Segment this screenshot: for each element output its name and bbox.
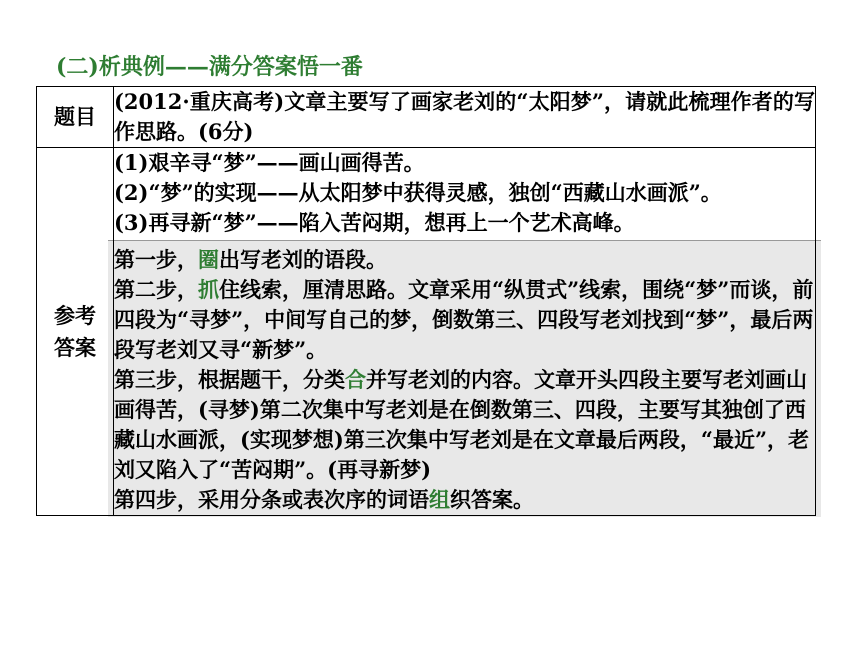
section-title: (二)析典例——满分答案悟一番 — [56, 54, 363, 80]
answer-point: (2)“梦”的实现——从太阳梦中获得灵感，独创“西藏山水画派”。 — [114, 180, 722, 205]
step-item: 第二步，抓住线索，厘清思路。文章采用“纵贯式”线索，围绕“梦”而谈，前四段为“寻梦”，中间写自己的梦，倒数第三、四段写老刘找到“梦”，最后两段写老刘又寻“新梦”。 — [114, 277, 814, 362]
steps-block — [108, 240, 821, 517]
question-answer-table — [36, 86, 816, 516]
step-item: 第三步，根据题干，分类合并写老刘的内容。文章开头四段主要写老刘画山画得苦，(寻梦)第二次集中写老刘是在倒数第三、四段，主要写其独创了西藏山水画派，(实现梦想)第三次集中写老刘是在文章最后两段，“最近”，老刘又陷入了“苦闷期”。(再寻新梦) — [114, 367, 810, 482]
answer-label-line2: 答案 — [54, 334, 96, 360]
answer-row — [37, 148, 816, 516]
step-keyword: 合 — [345, 367, 366, 392]
question-row — [37, 87, 816, 148]
answer-label-line1: 参考 — [54, 302, 96, 328]
question-label: 题目 — [37, 87, 114, 148]
step-item: 第一步，圈出写老刘的语段。 — [114, 247, 387, 272]
answer-point: (1)艰辛寻“梦”——画山画得苦。 — [114, 150, 425, 175]
step-keyword: 圈 — [198, 247, 219, 272]
step-keyword: 组 — [429, 487, 450, 512]
step-item: 第四步，采用分条或表次序的词语组织答案。 — [114, 487, 534, 512]
answer-label — [37, 148, 114, 516]
answer-content — [114, 148, 816, 516]
answer-point: (3)再寻新“梦”——陷入苦闷期，想再上一个艺术高峰。 — [114, 210, 635, 235]
question-text: (2012·重庆高考)文章主要写了画家老刘的“太阳梦”，请就此梳理作者的写作思路。(6分) — [114, 87, 816, 148]
step-keyword: 抓 — [198, 277, 219, 302]
